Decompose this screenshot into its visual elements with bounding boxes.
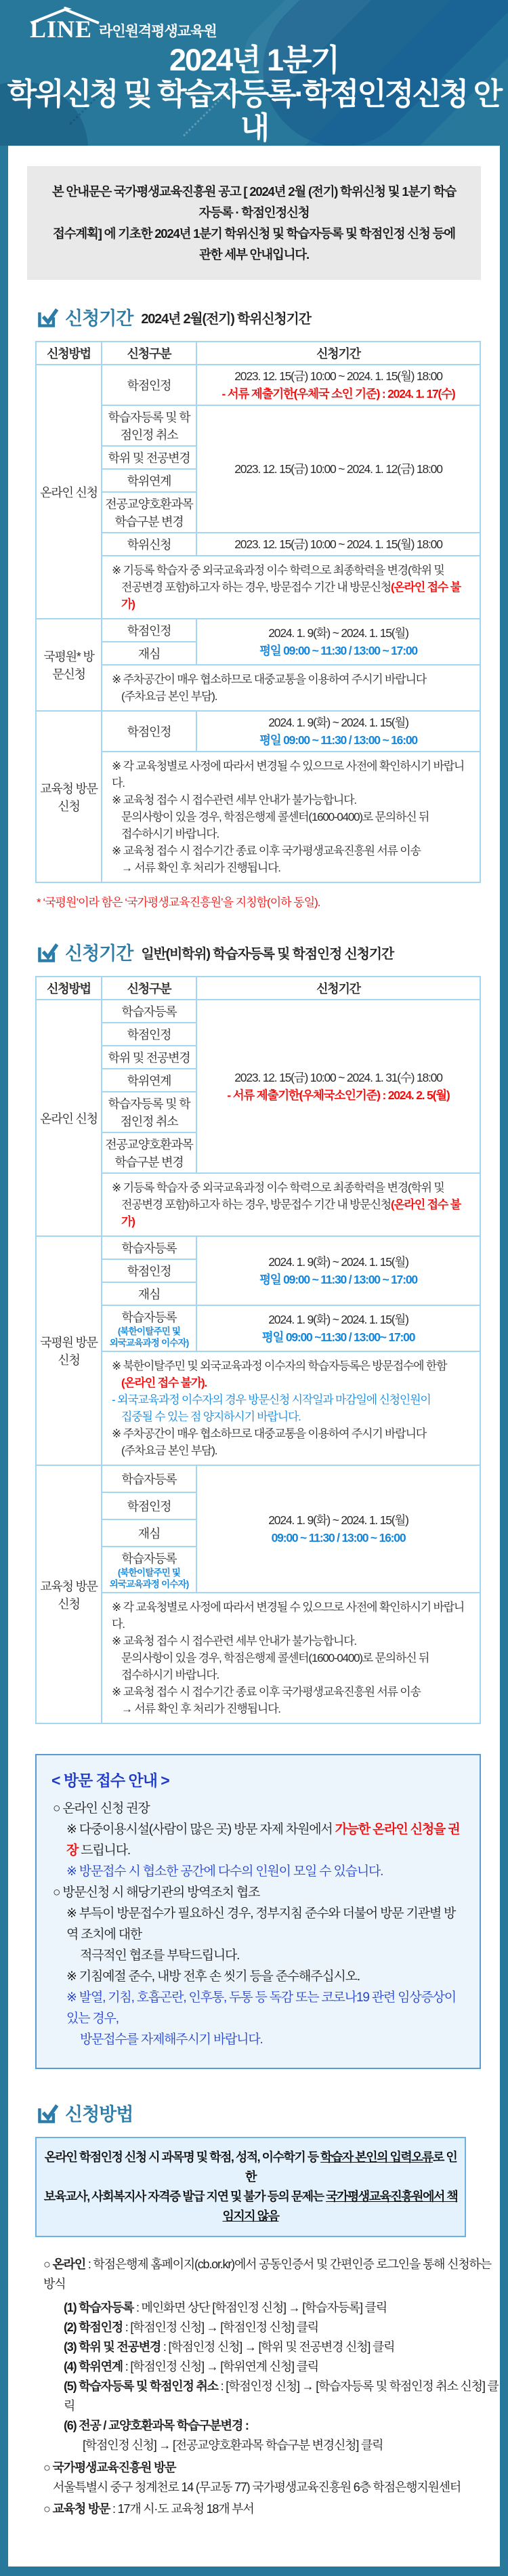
table-row [36, 533, 480, 556]
type-degree-major-change: 학위 및 전공변경 [102, 446, 196, 469]
group-nile-visit: 국평원 방문신청 [36, 1236, 102, 1465]
intro-line1: 본 안내문은 국가평생교육진흥원 공고 [ 2024년 2월 (전기) 학위신청 및 1분기 학습자등록 · 학점인정신청 [51, 184, 457, 220]
type-learner-registration: 학습자등록 [102, 1465, 196, 1492]
type-reexamination: 재심 [102, 1282, 196, 1305]
group-edu-office-visit: 교육청 방문신청 [36, 1465, 102, 1723]
period-edu-group: 2024. 1. 9(화) ~ 2024. 1. 15(월) 09:00 ~ 11:30 / 13:00 ~ 16:00 [196, 1465, 480, 1593]
table-header-row [36, 977, 480, 1000]
period-nile: 2024. 1. 9(화) ~ 2024. 1. 15(월) 평일 09:00 ~ 11:30 / 13:00 ~ 17:00 [196, 619, 480, 665]
visit-line: ※ 방문접수 시 협소한 공간에 다수의 인원이 모일 수 있습니다. [66, 1864, 383, 1879]
table-row [36, 405, 480, 446]
degree-application-table [35, 341, 481, 883]
roof-icon [28, 7, 102, 24]
col-header-type: 신청구분 [102, 342, 196, 365]
table-note-row [36, 1173, 480, 1236]
note-edu-office: ※ 각 교육청별로 사정에 따라서 변경될 수 있으므로 사전에 확인하시기 바랍니다. ※ 교육청 접수 시 접수관련 세부 안내가 불가능합니다. 문의사항이 있을 경우, 학점은행제 콜센터(1600-0400)로 문의하신 뒤 접수하시기 바랍니다. ※ 교육청 접수 시 접수기간 종료 이후 국가평생교육진흥원 서류 이송 → 서류 확인 후 처리가 진행됩니다. [102, 1593, 480, 1723]
content-frame [0, 146, 508, 2576]
note-edu-office: ※ 각 교육청별로 사정에 따라서 변경될 수 있으므로 사전에 확인하시기 바랍니다. ※ 교육청 접수 시 접수관련 세부 안내가 불가능합니다. 문의사항이 있을 경우, 학점은행제 콜센터(1600-0400)로 문의하신 뒤 접수하시기 바랍니다. ※ 교육청 접수 시 접수기간 종료 이후 국가평생교육진흥원 서류 이송 → 서류 확인 후 처리가 진행됩니다. [102, 752, 480, 882]
method-step6-line2: [학점인정 신청] → [전공교양호환과목 학습구분 변경신청] 클릭 [83, 2438, 383, 2452]
visit-line: 방문접수를 자제해주시기 바랍니다. [80, 2032, 263, 2047]
table-note-row [36, 665, 480, 711]
visit-box-title: < 방문 접수 안내 > [51, 1772, 169, 1789]
visit-line: ※ 부득이 방문접수가 필요하신 경우, 정부지침 준수와 더불어 방문 기관별 방역 조치에 대한 [66, 1906, 456, 1942]
type-credit-recognition: 학점인정 [102, 365, 196, 405]
period-nile-special: 2024. 1. 9(화) ~ 2024. 1. 15(월) 평일 09:00 ~11:30 / 13:00~ 17:00 [196, 1305, 480, 1351]
method-step: (5) 학습자등록 및 학점인정 취소 : [학점인정 신청] → [학습자등록 및 학점인정 취소 신청] 클릭 [64, 2379, 499, 2413]
type-credit-recognition: 학점인정 [102, 711, 196, 752]
type-learner-registration-special: 학습자등록 (북한이탈주민 및 외국교육과정 이수자) [102, 1305, 196, 1351]
visit-line: ※ 발열, 기침, 호흡곤란, 인후통, 두통 등 독감 또는 코로나19 관련 임상증상이 있는 경우, [66, 1990, 456, 2026]
liability-notice-box [35, 2137, 466, 2237]
type-degree-link: 학위연계 [102, 469, 196, 492]
method-step: (4) 학위연계 : [학점인정 신청] → [학위연계 신청] 클릭 [64, 2360, 318, 2373]
intro-line2: 접수계획] 에 기초한 2024년 1분기 학위신청 및 학습자등록 및 학점인정 신청 등에 관한 세부 안내입니다. [53, 226, 455, 262]
table-row [36, 1236, 480, 1259]
col-header-period: 신청기간 [196, 342, 480, 365]
edu-office-visit-method: ○ 교육청 방문 : 17개 시·도 교육청 18개 부서 [43, 2502, 254, 2516]
note-nile: ※ 북한이탈주민 및 외국교육과정 이수자의 학습자등록은 방문접수에 한함 (온라인 접수 불가). - 외국교육과정 이수자의 경우 방문신청 시작일과 마감일에 신청인원이 집중될 수 있는 점 양지하시기 바랍니다. ※ 주차공간이 매우 협소하므로 대중교통을 이용하여 주시기 바랍니다 (주차요금 본인 부담). [102, 1351, 480, 1465]
visit-line: ○ 방문신청 시 해당기관의 방역조치 협조 [53, 1885, 260, 1900]
section2-heading [37, 942, 500, 964]
type-degree-link: 학위연계 [102, 1069, 196, 1092]
col-header-period: 신청기간 [196, 977, 480, 1000]
type-learner-registration: 학습자등록 [102, 1000, 196, 1023]
content-card [8, 146, 500, 2567]
section2-title: 신청기간 [65, 943, 133, 964]
table-row [36, 1000, 480, 1023]
notice-line2: 보육교사, 사회복지사 자격증 발급 지연 및 불가 등의 문제는 국가평생교육진흥원에서 책임지지 않음 [43, 2190, 458, 2223]
group-edu-office-visit: 교육청 방문신청 [36, 711, 102, 882]
type-reexamination: 재심 [102, 1519, 196, 1547]
table-row [36, 1305, 480, 1351]
general-registration-table [35, 976, 481, 1724]
intro-box [27, 166, 481, 280]
visit-reception-info-box [35, 1754, 481, 2069]
col-header-type: 신청구분 [102, 977, 196, 1000]
hero-header [0, 0, 508, 146]
method-step: (2) 학점인정 : [학점인정 신청] → [학점인정 신청] 클릭 [64, 2321, 318, 2334]
type-course-category-change: 전공교양호환과목 학습구분 변경 [102, 492, 196, 533]
visit-line: ※ 다중이용시설(사람이 많은 곳) 방문 자제 차원에서 가능한 온라인 신청을 권장 드립니다. [66, 1822, 460, 1858]
table-note-row [36, 1351, 480, 1465]
period-group: 2023. 12. 15(금) 10:00 ~ 2024. 1. 12(금) 18:00 [196, 405, 480, 533]
method-step: (3) 학위 및 전공변경 : [학점인정 신청] → [학위 및 전공변경 신청] 클릭 [64, 2340, 395, 2354]
method-step: (6) 전공 / 교양호환과목 학습구분변경 : [64, 2419, 249, 2432]
nile-footnote: * ‘국평원’이라 함은 ‘국가평생교육진흥원’을 지칭함(이하 동일). [37, 896, 320, 909]
line-institute-logo [30, 18, 217, 41]
page-title-line1: 2024년 1분기 [169, 43, 339, 77]
section1-title: 신청기간 [65, 308, 133, 329]
col-header-method: 신청방법 [36, 977, 102, 1000]
type-reexamination: 재심 [102, 642, 196, 665]
type-credit-recognition: 학점인정 [102, 1023, 196, 1046]
table-row [36, 365, 480, 405]
type-credit-recognition: 학점인정 [102, 1492, 196, 1519]
section2-subtitle: 일반(비학위) 학습자등록 및 학점인정 신청기간 [141, 947, 394, 962]
type-course-category-change: 전공교양호환과목 학습구분 변경 [102, 1132, 196, 1173]
visit-line: ○ 온라인 신청 권장 [53, 1801, 150, 1816]
section1-subtitle: 2024년 2월(전기) 학위신청기간 [141, 312, 311, 327]
table-note-row [36, 556, 480, 619]
type-registration-cancel: 학습자등록 및 학점인정 취소 [102, 1092, 196, 1132]
group-nile-visit: 국평원* 방문신청 [36, 619, 102, 711]
nile-visit-method: ○ 국가평생교육진흥원 방문 [43, 2461, 176, 2474]
period-edu-office: 2024. 1. 9(화) ~ 2024. 1. 15(월) 평일 09:00 ~ 11:30 / 13:00 ~ 16:00 [196, 711, 480, 752]
org-name: 라인원격평생교육원 [99, 24, 217, 39]
type-credit-recognition: 학점인정 [102, 619, 196, 642]
checkbox-check-icon [37, 307, 58, 329]
period-online-group: 2023. 12. 15(금) 10:00 ~ 2024. 1. 31(수) 18:00 - 서류 제출기한(우체국소인기준) : 2024. 2. 5(월) [196, 1000, 480, 1173]
online-method-intro: ○ 온라인 : 학점은행제 홈페이지(cb.or.kr)에서 공동인증서 및 간편인증 로그인을 통해 신청하는 방식 [43, 2257, 491, 2291]
page-title [0, 43, 508, 145]
col-header-method: 신청방법 [36, 342, 102, 365]
table-row [36, 619, 480, 642]
logo-text: LINE [30, 16, 93, 43]
method-section-heading [37, 2103, 500, 2125]
page-title-line2: 학위신청 및 학습자등록·학점인정신청 안내 [7, 77, 501, 145]
note-nile: ※ 주차공간이 매우 협소하므로 대중교통을 이용하여 주시기 바랍니다 (주차요금 본인 부담). [102, 665, 480, 711]
table-note-row [36, 752, 480, 882]
checkbox-check-icon [37, 2103, 58, 2125]
table-row [36, 1465, 480, 1492]
period-degree-application: 2023. 12. 15(금) 10:00 ~ 2024. 1. 15(월) 18:00 [196, 533, 480, 556]
method-section-title: 신청방법 [65, 2104, 133, 2125]
table-row [36, 711, 480, 752]
type-degree-application: 학위신청 [102, 533, 196, 556]
section1-heading [37, 307, 500, 329]
group-online: 온라인 신청 [36, 365, 102, 619]
notice-line1: 온라인 학점인정 신청 시 과목명 및 학점, 성적, 이수학기 등 학습자 본인의 입력오류로 인한 [44, 2150, 457, 2184]
note-online: ※ 기등록 학습자 중 외국교육과정 이수 학력으로 최종학력을 변경(학위 및 전공변경 포함)하고자 하는 경우, 방문접수 기간 내 방문신청(온라인 접수 불가) [102, 1173, 480, 1236]
table-header-row [36, 342, 480, 365]
type-degree-major-change: 학위 및 전공변경 [102, 1046, 196, 1069]
nile-address: 서울특별시 중구 청계천로 14 (무교동 77) 국가평생교육진흥원 6층 학점은행지원센터 [53, 2480, 461, 2494]
visit-line: 적극적인 협조를 부탁드립니다. [80, 1948, 240, 1963]
checkbox-check-icon [37, 942, 58, 964]
type-registration-cancel: 학습자등록 및 학점인정 취소 [102, 405, 196, 446]
type-credit-recognition: 학점인정 [102, 1259, 196, 1282]
period-nile-group: 2024. 1. 9(화) ~ 2024. 1. 15(월) 평일 09:00 ~ 11:30 / 13:00 ~ 17:00 [196, 1236, 480, 1305]
table-note-row [36, 1593, 480, 1723]
group-online: 온라인 신청 [36, 1000, 102, 1236]
type-learner-registration-special: 학습자등록 (북한이탈주민 및 외국교육과정 이수자) [102, 1547, 196, 1593]
note-online: ※ 기등록 학습자 중 외국교육과정 이수 학력으로 최종학력을 변경(학위 및 전공변경 포함)하고자 하는 경우, 방문접수 기간 내 방문신청(온라인 접수 불가) [102, 556, 480, 619]
visit-line: ※ 기침예절 준수, 내방 전후 손 씻기 등을 준수해주십시오. [66, 1969, 360, 1984]
type-learner-registration: 학습자등록 [102, 1236, 196, 1259]
period-credit-recognition: 2023. 12. 15(금) 10:00 ~ 2024. 1. 15(월) 18:00 - 서류 제출기한(우체국 소인 기준) : 2024. 1. 17(수) [196, 365, 480, 405]
method-step: (1) 학습자등록 : 메인화면 상단 [학점인정 신청] → [학습자등록] 클릭 [64, 2301, 387, 2314]
